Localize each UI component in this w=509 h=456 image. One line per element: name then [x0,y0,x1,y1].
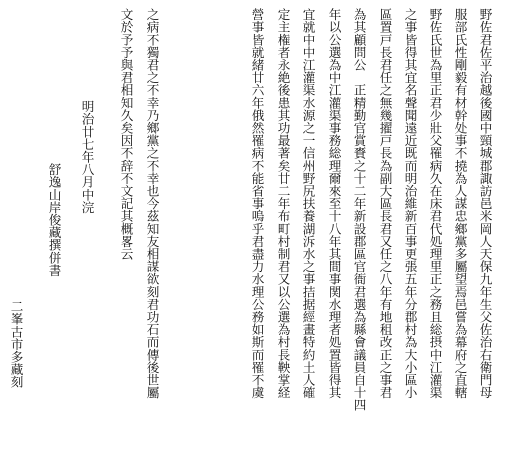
text-column-9: 定主権者永絶後患其功最著矣廿二年布町村制君又以公選為村長鞅掌経 [275,8,291,399]
engraver-line: 二峯古市多藏刻 [8,300,24,389]
text-column-1: 野佐君佐平治越後國中頸城郡諏訪邑米岡人天保九年生父佐治右衛門母 [477,8,493,399]
text-column-4: 之事皆得其宜名聲聞遠近既而明治維新百事更張五年分郡村為大小區小 [402,8,418,399]
text-column-2: 服部氏性剛毅有材幹处事不撓為人謀忠鄉黨多屬望焉邑嘗為幕府之直轄 [452,8,468,399]
author-line: 舒逸山岸俊藏撰併書 [46,163,62,277]
text-column-8: 宜就中中江灌渠水源之一信州野尻扶養湖泝水之事拮据經畫特約土人確 [300,8,316,399]
text-column-3: 野佐氏世為里正君少壯父罹病久在床君代処理里正之務且総摂中江灌渠 [427,8,443,399]
text-column-12: 文於予予與君相知久矣因不辞不文記其概畧云 [118,8,134,260]
text-column-5: 區置戸長君任之無幾擢戸長為副大區長君又任之八年有地租改正之事君 [377,8,393,399]
date-line: 明治廿七年八月中浣 [79,100,95,214]
text-column-10: 營事皆就緒廿六年俄然罹病不能省事嗚乎君盡力水理公務如斯而罹不虞 [249,8,265,399]
text-column-7: 年以公選為中江灌渠事務総理爾來至十八年其間事関水理者処置皆得其 [326,8,342,399]
text-column-6: 為其顧問公 正精勤官賞賚之十二年新設郡區官衙君選為縣會議員自十四 [351,8,367,412]
text-column-11: 之病不獨君之不幸乃鄉黨之不幸也今茲知友相謀欲刻君功石而傳後世屬 [144,8,160,399]
